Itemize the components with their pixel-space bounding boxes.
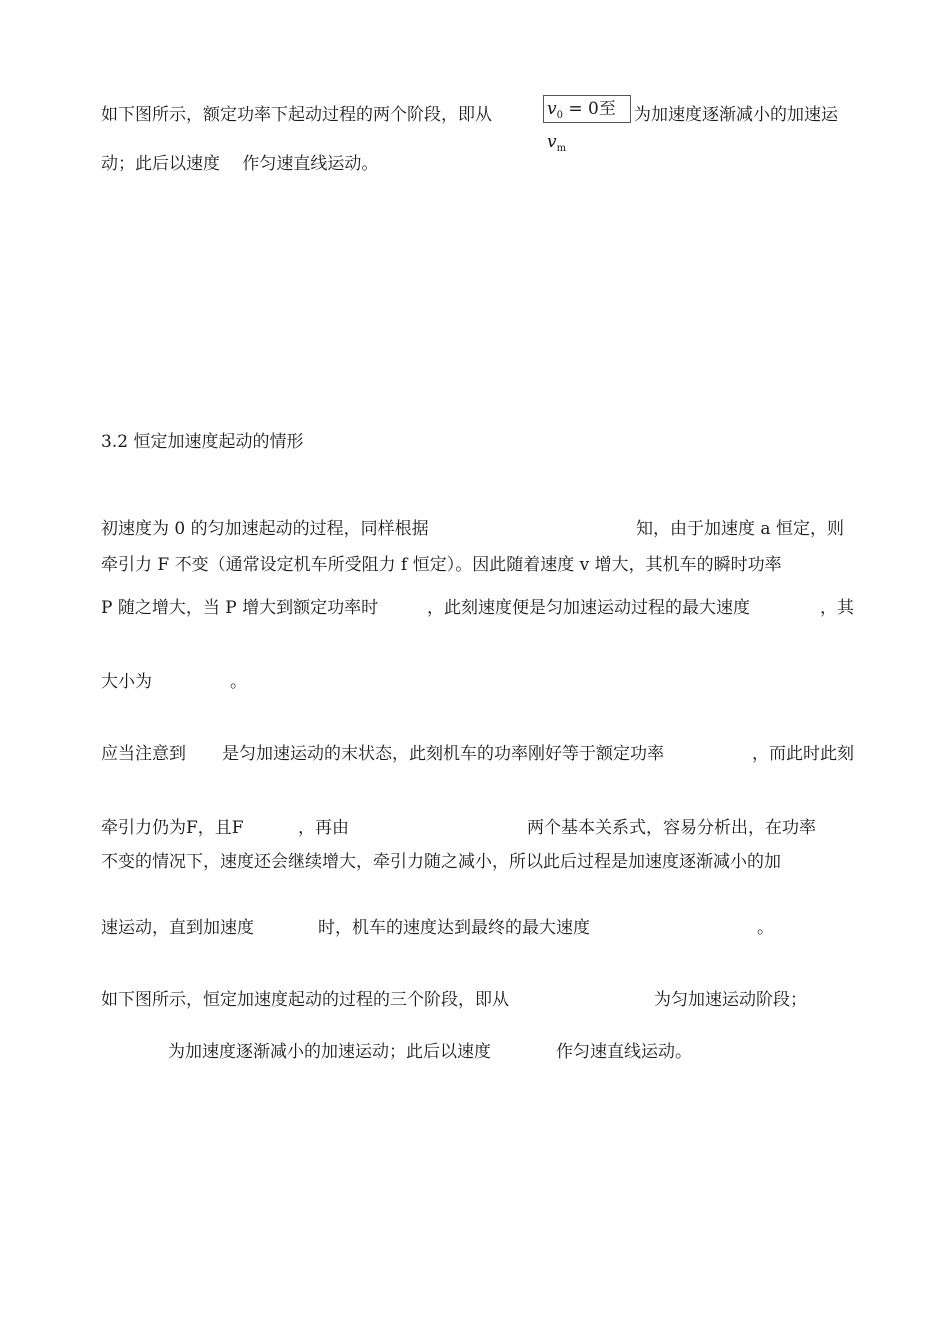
para1-text-start: 如下图所示，额定功率下起动过程的两个阶段，即从: [101, 105, 492, 125]
para3-line2-b: ，再由: [298, 818, 349, 838]
para3-line1-c: ，而此时此刻: [752, 744, 854, 764]
para2-line3-c: ，其: [820, 598, 854, 618]
para2-line1-a: 初速度为 0 的匀加速起动的过程，同样根据: [101, 519, 429, 539]
para3-line1-b: 是匀加速运动的末状态，此刻机车的功率刚好等于额定功率: [222, 744, 664, 764]
para2-line4-b: 。: [230, 672, 247, 692]
formula-v: v: [547, 99, 557, 119]
formula-v0-to-vm: [543, 95, 631, 154]
para3-line4-a: 速运动，直到加速度: [101, 918, 254, 938]
para3-line2-c: 两个基本关系式，容易分析出，在功率: [527, 818, 816, 838]
para1-text-end: 为加速度逐渐减小的加速运: [634, 105, 838, 125]
formula-v2: v: [547, 132, 557, 152]
formula-middle: = 0至: [562, 99, 616, 119]
formula-sub-0: 0: [556, 110, 563, 121]
para3-line2-a: 牵引力仍为F，且F: [101, 818, 244, 838]
para3-line1-a: 应当注意到: [101, 744, 186, 764]
para2-line4-a: 大小为: [101, 672, 152, 692]
para2-line2: 牵引力 F 不变（通常设定机车所受阻力 f 恒定）。因此随着速度 v 增大，其机车的瞬时功率: [101, 555, 782, 575]
para1-line2: 动；此后以速度 作匀速直线运动。: [101, 154, 379, 174]
formula-sub-m: m: [556, 143, 567, 154]
para4-line1-b: 为匀加速运动阶段；: [654, 990, 807, 1010]
para3-line4-c: 。: [757, 918, 774, 938]
para3-line3: 不变的情况下，速度还会继续增大，牵引力随之减小，所以此后过程是加速度逐渐减小的加: [101, 852, 781, 872]
para3-line4-b: 时，机车的速度达到最终的最大速度: [318, 918, 590, 938]
para2-line3-b: ，此刻速度便是匀加速运动过程的最大速度: [427, 598, 750, 618]
para4-line2-a: 为加速度逐渐减小的加速运动；此后以速度: [168, 1042, 491, 1062]
section-heading: 3.2 恒定加速度起动的情形: [101, 432, 304, 452]
para2-line3-a: P 随之增大，当 P 增大到额定功率时: [101, 598, 379, 618]
para4-line1-a: 如下图所示，恒定加速度起动的过程的三个阶段，即从: [101, 990, 509, 1010]
para2-line1-b: 知，由于加速度 a 恒定，则: [636, 519, 844, 539]
para4-line2-b: 作匀速直线运动。: [556, 1042, 692, 1062]
